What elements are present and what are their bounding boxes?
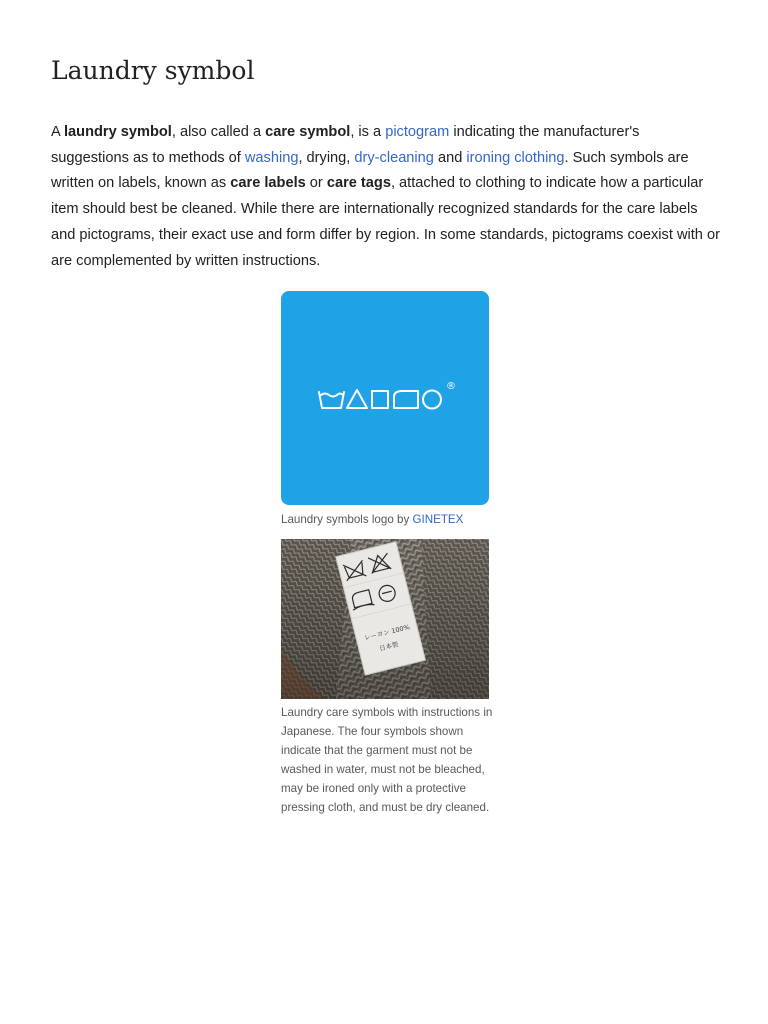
dry-clean-circle-icon [423, 391, 441, 409]
intro-paragraph: A laundry symbol, also called a care symbol, is a pictogram indicating the manufacturer's suggestions as to methods of washing, drying, dry-cleaning and ironing clothing. Such symbols are written on labels, known as care labels or care tags, attached to clothing to indicate how a particular item should best be cleaned. While there are internationally recognized standards for the care labels and pictograms, their exact use and form differ by region. In some standards, pictograms coexist with or are complemented by written instructions. [51, 124, 720, 269]
drying-square-icon [372, 391, 388, 408]
care-label-photo-image [281, 539, 489, 699]
care-label-photo[interactable] [281, 539, 489, 699]
page-title: Laundry symbol [51, 56, 255, 85]
registered-mark: ® [446, 381, 456, 392]
wash-water-icon [321, 394, 343, 397]
link-ginetex[interactable]: GINETEX [412, 513, 464, 526]
term-laundry-symbol: laundry symbol [63, 124, 172, 140]
bleach-triangle-icon [347, 390, 367, 408]
term-care-tags: care tags [326, 175, 391, 192]
figure-caption-care-label: Laundry care symbols with instructions in Japanese. The four symbols shown indicate that the garment must not be washed in water, must not be bleached, may be ironed only with a protective pressing cloth, and must be dry cleaned. [281, 706, 493, 814]
link-pictogram[interactable]: pictogram [385, 124, 450, 140]
term-care-symbol: care symbol [265, 124, 351, 140]
link-ironing-clothing[interactable]: ironing clothing [466, 149, 565, 166]
figure-caption-logo: Laundry symbols logo by GINETEX [281, 513, 464, 526]
label-text-rayon: レーヨン 100% [363, 623, 411, 643]
iron-icon [394, 391, 418, 408]
link-washing[interactable]: washing [244, 149, 299, 166]
label-text-made-in-japan: 日本製 [378, 640, 400, 653]
laundry-symbols-logo-icon [281, 291, 489, 505]
ginetex-logo-image[interactable] [281, 291, 489, 505]
link-dry-cleaning[interactable]: dry-cleaning [354, 149, 434, 166]
term-care-labels: care labels [230, 175, 306, 192]
